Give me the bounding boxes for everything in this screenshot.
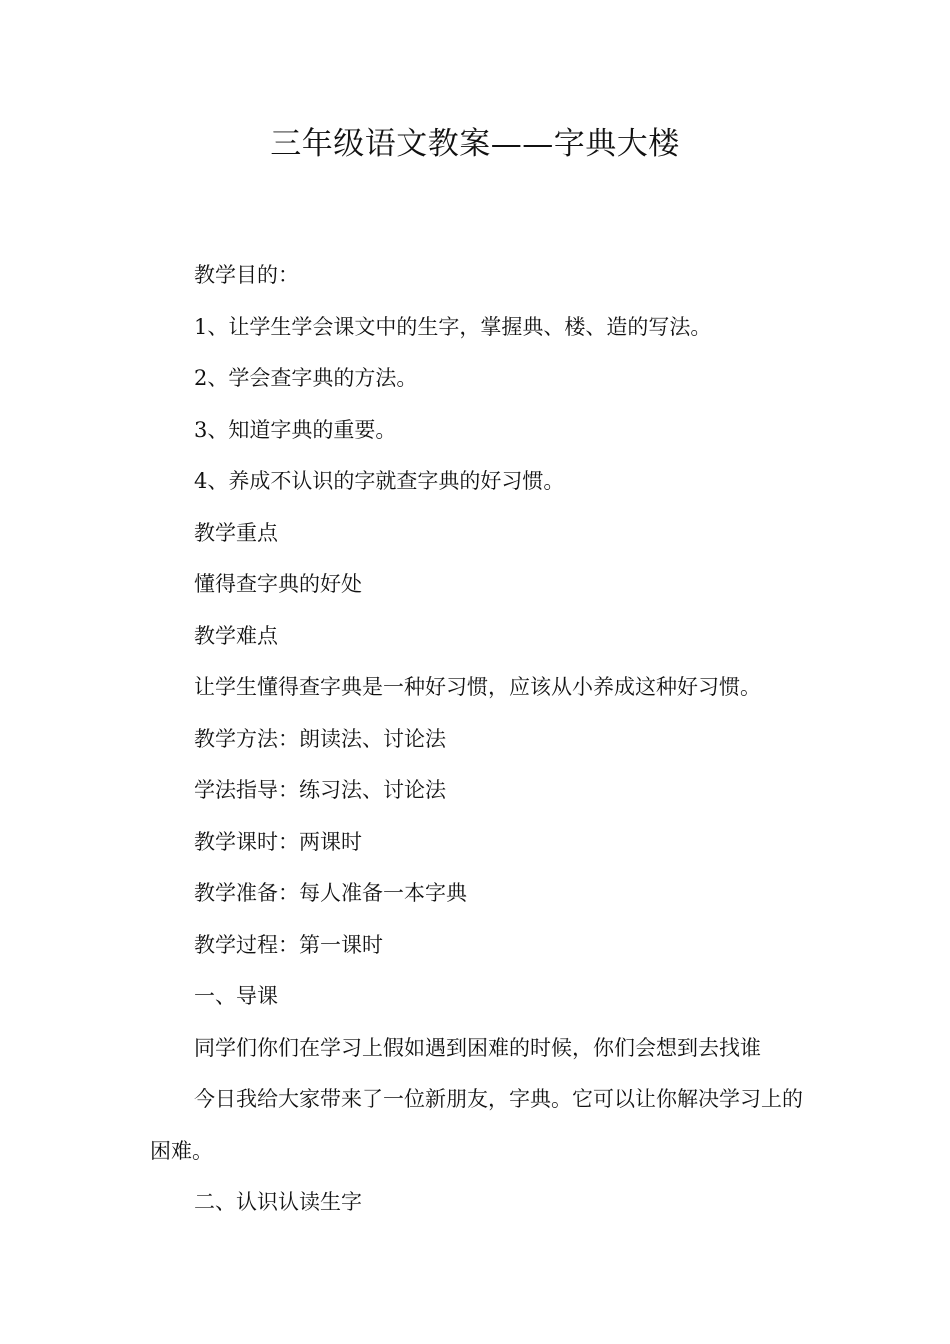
paragraph-section-1-intro: 今日我给大家带来了一位新朋友，字典。它可以让你解决学习上的困难。 bbox=[150, 1087, 803, 1163]
paragraph-difficulty: 让学生懂得查字典是一种好习惯，应该从小养成这种好习惯。 bbox=[194, 675, 761, 699]
paragraph-class-hours: 教学课时：两课时 bbox=[194, 829, 362, 854]
paragraph-objective-4: 4、养成不认识的字就查字典的好习惯。 bbox=[194, 469, 565, 493]
paragraph-difficulty-heading: 教学难点 bbox=[194, 623, 278, 648]
paragraph-objectives-heading: 教学目的： bbox=[194, 263, 299, 287]
paragraph-objective-3: 3、知道字典的重要。 bbox=[194, 417, 397, 442]
paragraph-section-1-question: 同学们你们在学习上假如遇到困难的时候，你们会想到去找谁 bbox=[194, 1035, 761, 1060]
paragraph-teaching-method: 教学方法：朗读法、讨论法 bbox=[194, 726, 446, 751]
paragraph-preparation: 教学准备：每人准备一本字典 bbox=[194, 881, 467, 905]
paragraph-learning-guidance: 学法指导：练习法、讨论法 bbox=[194, 778, 446, 802]
document-body bbox=[150, 250, 810, 1229]
paragraph-section-1-heading: 一、导课 bbox=[194, 984, 278, 1008]
paragraph-section-2-heading: 二、认识认读生字 bbox=[194, 1190, 362, 1214]
paragraph-process: 教学过程：第一课时 bbox=[194, 932, 383, 957]
paragraph-objective-1: 1、让学生学会课文中的生字，掌握典、楼、造的写法。 bbox=[194, 314, 712, 339]
paragraph-key-point: 懂得查字典的好处 bbox=[194, 572, 362, 596]
paragraph-key-point-heading: 教学重点 bbox=[194, 520, 278, 545]
document-title: 三年级语文教案——字典大楼 bbox=[270, 126, 680, 162]
paragraph-objective-2: 2、学会查字典的方法。 bbox=[194, 366, 418, 390]
